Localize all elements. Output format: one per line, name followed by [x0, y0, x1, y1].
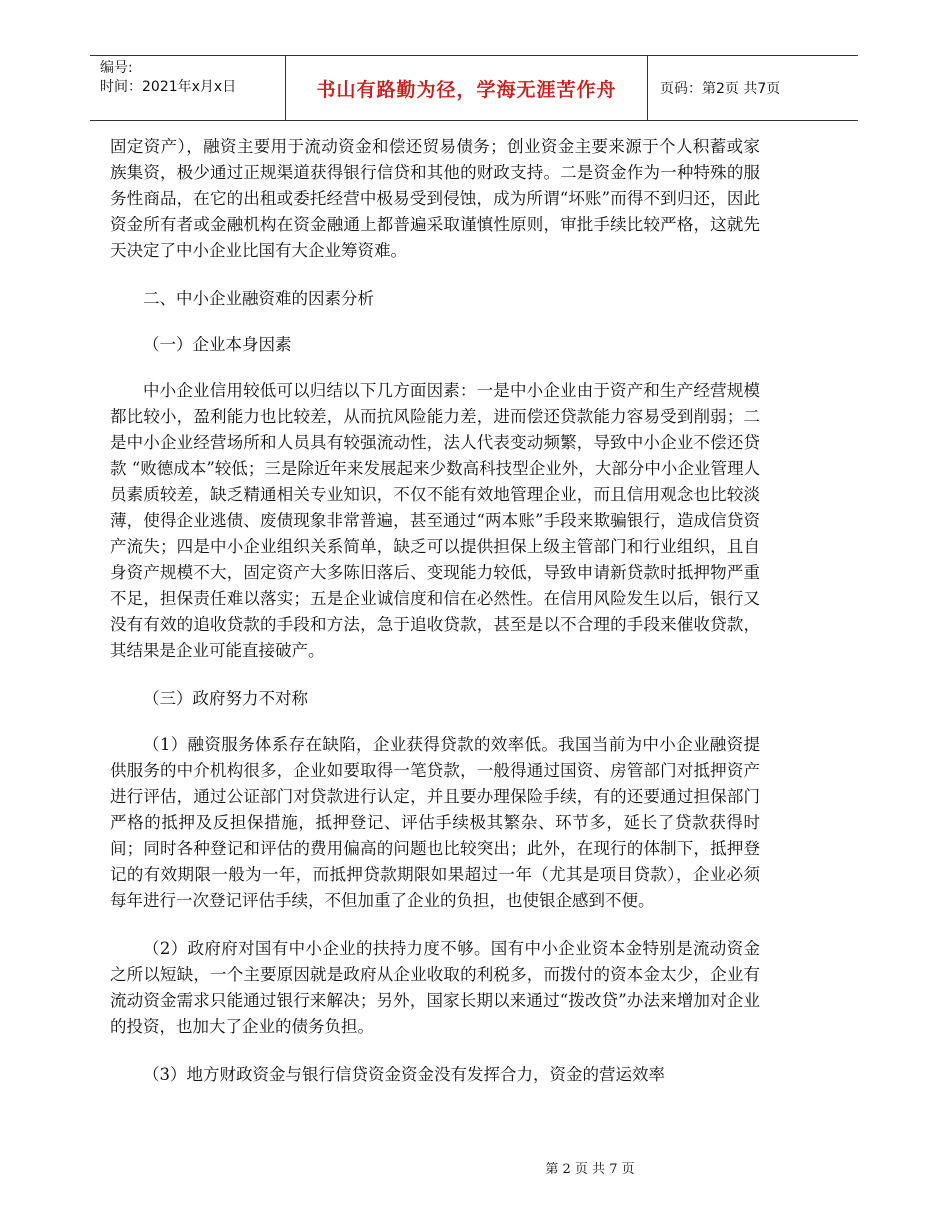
- page-header: [90, 55, 858, 121]
- doc-number-label: 编号:: [100, 60, 133, 76]
- header-motto: 书山有路勤为径，学海无涯苦作舟: [286, 56, 648, 120]
- subsection-heading: （三）政府努力不对称: [143, 689, 308, 708]
- document-body: [110, 134, 760, 1110]
- time-label: 时间：2021年x月x日: [100, 79, 237, 95]
- paragraph: （3）地方财政资金与银行信贷资金资金没有发挥合力，资金的营运效率: [143, 1065, 665, 1084]
- section-heading: 二、中小企业融资难的因素分析: [143, 289, 374, 308]
- subsection-heading: （一）企业本身因素: [143, 335, 292, 354]
- header-meta: [90, 56, 286, 120]
- paragraph-continuation: 固定资产），融资主要用于流动资金和偿还贸易债务；创业资金主要来源于个人积蓄或家族集资，极少通过正规渠道获得银行信贷和其他的财政支持。二是资金作为一种特殊的服务性商品，在它的出租或委托经营中极易受到侵蚀，成为所谓“坏账”而得不到归还，因此资金所有者或金融机构在资金融通上都普遍采取谨慎性原则，审批手续比较严格，这就先天决定了中小企业比国有大企业筹资难。: [110, 137, 760, 260]
- paragraph: （1）融资服务体系存在缺陷，企业获得贷款的效率低。我国当前为中小企业融资提供服务的中介机构很多，企业如要取得一笔贷款，一般得通过国资、房管部门对抵押资产进行评估，通过公证部门对贷款进行认定，并且要办理保险手续，有的还要通过担保部门严格的抵押及反担保措施，抵押登记、评估手续极其繁杂、环节多，延长了贷款获得时间；同时各种登记和评估的费用偏高的问题也比较突出；此外，在现行的体制下，抵押登记的有效期限一般为一年，而抵押贷款期限如果超过一年（尤其是项目贷款），企业必须每年进行一次登记评估手续，不但加重了企业的负担，也使银企感到不便。: [110, 735, 760, 910]
- paragraph: （2）政府府对国有中小企业的扶持力度不够。国有中小企业资本金特别是流动资金之所以短缺，一个主要原因就是政府从企业收取的利税多，而拨付的资本金太少，企业有流动资金需求只能通过银行来解决；另外，国家长期以来通过“拨改贷”办法来增加对企业的投资，也加大了企业的债务负担。: [110, 939, 760, 1036]
- paragraph: 中小企业信用较低可以归结以下几方面因素：一是中小企业由于资产和生产经营规模都比较小，盈利能力也比较差，从而抗风险能力差，进而偿还贷款能力容易受到削弱；二是中小企业经营场所和人员具有较强流动性，法人代表变动频繁，导致中小企业不偿还贷款 “败德成本”较低；三是除近年来发展起来少数高科技型企业外，大部分中小企业管理人员素质较差，缺乏精通相关专业知识，不仅不能有效地管理企业，而且信用观念也比较淡薄，使得企业逃债、废债现象非常普遍，甚至通过“两本账”手段来欺骗银行，造成信贷资产流失；四是中小企业组织关系简单，缺乏可以提供担保上级主管部门和行业组织，且自身资产规模不大，固定资产大多陈旧落后、变现能力较低，导致申请新贷款时抵押物严重不足，担保责任难以落实；五是企业诚信度和信在必然性。在信用风险发生以后，银行又没有有效的追收贷款的手段和方法，急于追收贷款，甚至是以不合理的手段来催收贷款，其结果是企业可能直接破产。: [110, 381, 760, 660]
- page-footer: 第 2 页 共 7 页: [545, 1162, 635, 1177]
- header-page-label: 页码：第2页 共7页: [660, 81, 781, 97]
